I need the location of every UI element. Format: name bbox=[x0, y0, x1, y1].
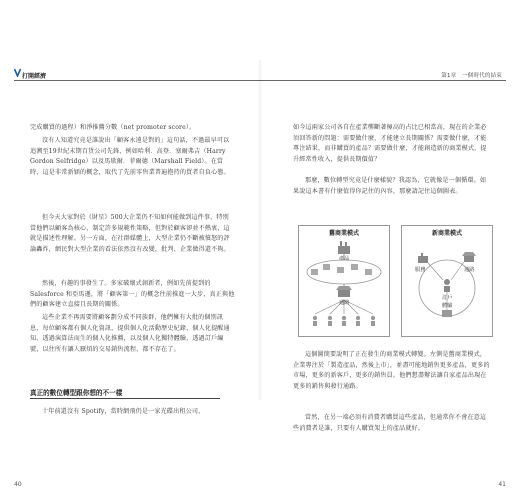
page-number: 40 bbox=[14, 481, 22, 488]
right-page bbox=[260, 0, 520, 500]
paragraph: 當然，在另一端必須有消費者購買這些產品，但通常你不會在意這些消費者是誰，只要有人購買架上的產品就好。 bbox=[293, 414, 487, 432]
old-model-graphic bbox=[299, 226, 389, 336]
paragraph: 完成購買的過程）和淨推薦分數（net promoter score）。 bbox=[30, 124, 196, 131]
paragraph: 如今這兩家公司各自在產業壟斷著極高的占比已相當高，現在的企業必須回答新的問題：需要做什麼，才能建立長期關係？需要做什麼，才能專注結果，而非購買的產品？需要做什麼，才能創造新的商業模式，提升經常性收入，提供長期價值？ bbox=[293, 124, 487, 163]
service-icon bbox=[418, 253, 428, 263]
paragraph: 十年前還沒有 Spotify，當時網飛仍是一家光碟出租公司， bbox=[42, 408, 205, 415]
factory-icon bbox=[338, 241, 350, 254]
subscriber-label: 訂戶 bbox=[442, 295, 453, 301]
channel-icon bbox=[462, 252, 476, 262]
paragraph: 那麼，數位轉型究竟是什麼樣貌？我認為，它就像是一個循環。如果說這本書有什麼值得你記住的內容，那麼請記住這個圖表。 bbox=[293, 177, 487, 195]
channel-label: 通路 bbox=[464, 267, 475, 273]
header-rule bbox=[14, 80, 260, 81]
product-boxes-icon bbox=[311, 264, 372, 275]
paragraph: 然後，有趣的事發生了。多家破壞式創新者，例如先前提到的 Salesforce 和亞馬遜，將「顧客第一」的概念往前推進一大步，真正與他們的顧客建立直接且長期的關係。 bbox=[30, 280, 235, 309]
paragraph: 沒有人知道究竟是誰說出「顧客永遠是對的」這句話，不過最早可以追溯至19世紀末期百貨公司先鋒，例如哈利．高登．塞爾弗吉（Harry Gordon Selfridge）以及馬歇爾．菲爾德（Marshall Field）。在當時，這是非常新穎的概念，取代了先前零售業普遍抱持的買者自負心態。 bbox=[30, 137, 230, 176]
subscriber-icon bbox=[444, 279, 450, 292]
new-model-graphic bbox=[402, 226, 492, 336]
section-heading: 真正的數位轉型跟你想的不一樣 bbox=[30, 389, 123, 397]
channel-store-icon bbox=[336, 286, 352, 297]
service-label: 服務 bbox=[415, 267, 426, 273]
chapter-header: 第1章 一個時代的結束 bbox=[441, 73, 502, 79]
experience-icon bbox=[442, 310, 452, 317]
product-label: 產品 bbox=[339, 256, 350, 262]
paragraph: 這個圖簡要說明了正在發生的商業模式轉變。左側是舊商業模式，企業專注於「製造產品，然後上市」，並盡可能地銷售更多產品，更多的市場，更多的新客戶，更多的銷售員。他們想盡辦法讓自家產品出現在更多的銷售與發行通路。 bbox=[293, 351, 490, 390]
header-rule bbox=[260, 80, 506, 81]
old-model-title: 舊商業模式 bbox=[328, 230, 359, 237]
new-model-title: 新商業模式 bbox=[431, 230, 462, 237]
section-rule bbox=[30, 398, 220, 399]
book-logo-icon bbox=[14, 68, 21, 77]
channel-label: 通路 bbox=[339, 300, 350, 306]
business-model-diagram bbox=[298, 225, 494, 337]
experience-label: 體驗 bbox=[442, 303, 453, 309]
book-title-header: 打開經濟 bbox=[22, 73, 47, 80]
old-model-panel bbox=[298, 225, 390, 337]
page-number: 41 bbox=[498, 481, 506, 488]
paragraph: 這些企業不再需要將顧客劃分成不同族群，他們擁有大批的個別訊息，每位顧客都有個人化資訊，提供個人化活動歷史紀錄、個人化提醒通知、透過演算法而生的個人化推薦，以及個人化獨特體驗，透過訂戶編號，以往所有讓人厭煩的交易銷售流程，都不存在了。 bbox=[30, 314, 230, 353]
new-model-panel bbox=[401, 225, 493, 337]
consumers-icon bbox=[313, 316, 375, 326]
paragraph: 但今天大家對於《財星》500大企業仍不知如何能做到這件事，特別當他們以顧客為核心，制定許多規範性策略，但對於顧客卻並不熱衷，這就是描述性理解。另一方面，在社群媒體上，大型企業仍不斷被憤怒的評論轟炸，網民對大型企業的看法依然沒有改變，批判、企業做得還不夠。 bbox=[30, 214, 230, 253]
